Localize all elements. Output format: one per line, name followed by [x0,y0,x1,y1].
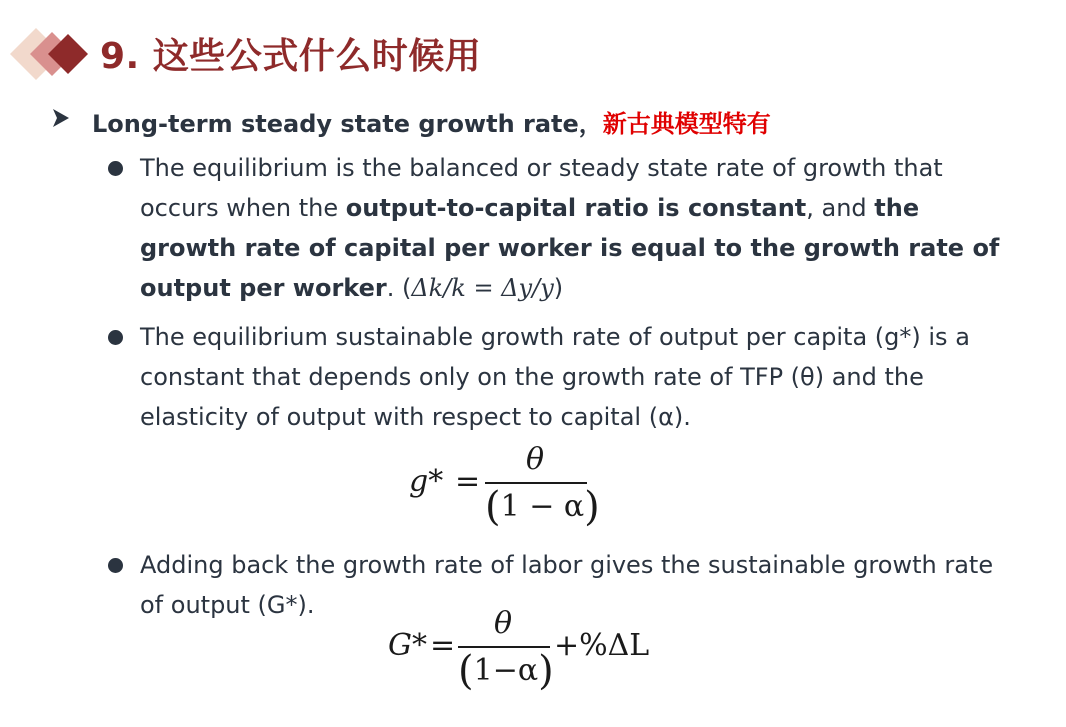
formula2-numerator: θ [493,606,513,641]
bullet-dot [108,558,123,573]
formula1-lhs: g* [409,464,444,499]
formula1-denominator: (1 − α) [485,484,600,530]
para1-text-close: ) [553,274,564,302]
formula2-equals: = [430,628,456,663]
formula2-denominator: (1−α) [458,648,554,694]
formula1-equals: = [455,464,481,499]
para1-bold-ratio: output-to-capital ratio is constant [345,194,807,222]
formula2-labor-term: +%ΔL [554,628,650,663]
formula-g-star [405,440,605,530]
title-diamond-icon [10,24,94,84]
bullet-dot [108,161,123,176]
para1-text-and: , and [806,194,875,222]
formula-G-star [388,604,658,696]
bullet-heading [92,104,771,139]
slide-title: 9. 这些公式什么时候用 [100,36,482,77]
arrow-bullet-icon [52,108,70,128]
para1-text-paren: . ( [386,274,412,302]
bullet-dot [108,330,123,345]
para1-text: The equilibrium is the balanced or steady state rate of growth that occurs when the [140,154,943,222]
formula2-lhs: G* [388,628,427,663]
bullet-heading-text: Long-term steady state growth rate， [92,110,603,138]
paragraph-sustainable: The equilibrium sustainable growth rate of output per capita (g*) is a constant that depends only on the growth rate of TFP (θ) and the elasticity of output with respect to capital (α). [140,323,970,431]
formula2-denominator-text: 1−α [473,653,539,688]
paragraph-equilibrium [140,148,1020,308]
para1-bold-growth: the growth rate of capital per worker is equal to the growth rate of output per worker [140,194,1000,302]
formula1-denominator-text: 1 − α [500,489,585,524]
formula1-numerator: θ [525,442,545,477]
paragraph-labor: Adding back the growth rate of labor gives the sustainable growth rate of output (G*). [140,551,994,619]
para1-math: Δk/k = Δy/y [411,274,554,302]
bullet-heading-highlight: 新古典模型特有 [602,110,771,138]
